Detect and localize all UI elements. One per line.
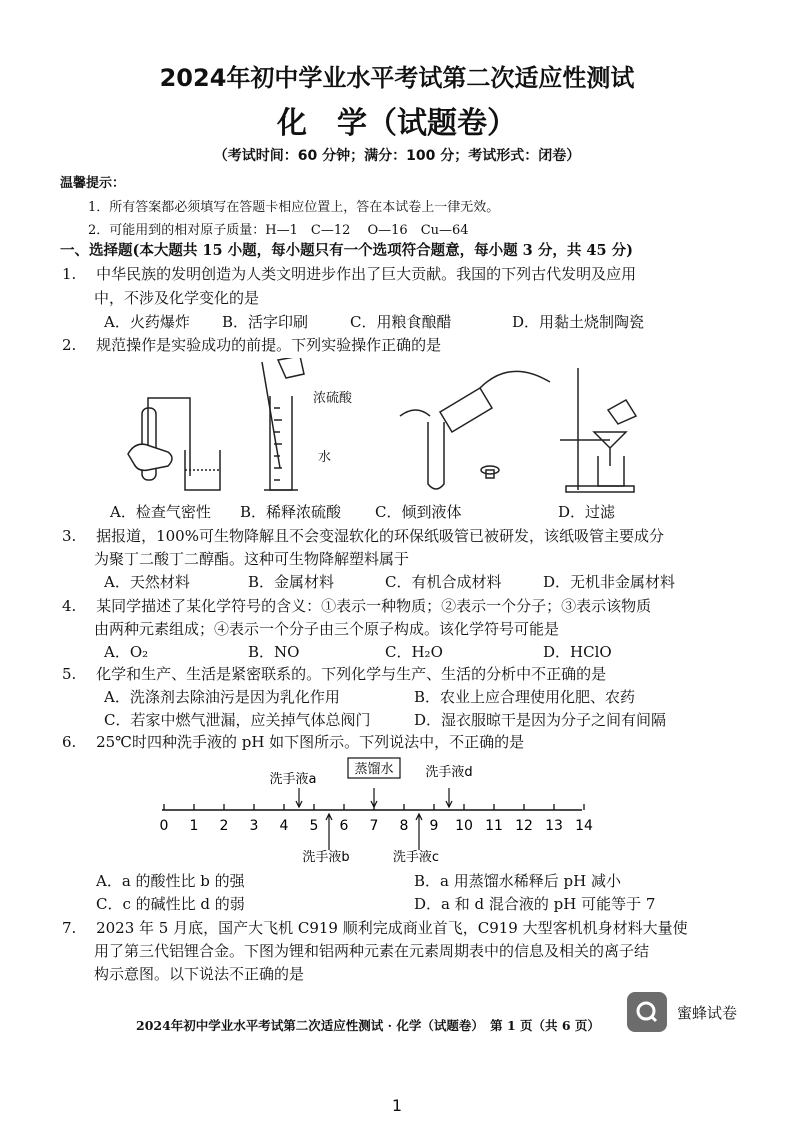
option-d: D．无机非金属材料 [543,573,676,591]
option-c: C．若家中燃气泄漏，应关掉气体总阀门 [104,711,371,729]
option-d: D．过滤 [558,503,616,521]
tip-item: 1．所有答案都必须填写在答题卡相应位置上，答在本试卷上一律无效。 [88,200,500,215]
ph-tick-label: 11 [485,818,503,834]
ph-tick-label: 9 [429,818,439,834]
ph-tick-label: 12 [515,818,533,834]
brand-name: 蜜蜂试卷 [677,1004,738,1022]
option-a: A．检查气密性 [110,503,211,521]
option-d: D．用黏土烧制陶瓷 [512,313,645,331]
ph-tick-label: 10 [455,818,473,834]
question-7-stem-cont2: 构示意图。以下说法不正确的是 [94,965,305,983]
question-5-stem: 5. 化学和生产、生活是紧密联系的。下列化学与生产、生活的分析中不正确的是 [62,665,607,683]
brand-logo-icon [634,999,660,1025]
exam-info: （考试时间：60 分钟；满分：100 分；考试形式：闭卷） [213,148,581,164]
question-4-stem-cont: 由两种元素组成；④表示一个分子由三个原子构成。该化学符号可能是 [94,620,560,638]
option-c: C．倾到液体 [375,503,462,521]
option-a: A．天然材料 [104,573,190,591]
question-4-stem: 4. 某同学描述了某化学符号的含义：①表示一种物质；②表示一个分子；③表示该物质 [62,597,652,615]
ph-tick-label: 1 [189,818,199,834]
question-7-stem: 7. 2023 年 5 月底，国产大飞机 C919 顺利完成商业首飞，C919 大型客机机身材料大量使 [62,919,688,937]
ph-tick-label: 14 [575,818,593,834]
option-c: C．H₂O [385,643,443,661]
exam-subtitle: 化 学（试题卷） [277,106,517,141]
ph-label-d: 洗手液d [425,765,473,780]
option-b: B．稀释浓硫酸 [240,503,342,521]
ph-tick-label: 5 [309,818,319,834]
ph-tick-label: 6 [339,818,349,834]
apparatus-figure [110,358,650,498]
ph-tick-label: 4 [279,818,289,834]
question-3-stem-cont: 为聚丁二酸丁二醇酯。这种可生物降解塑料属于 [94,550,410,568]
label-water: 水 [318,450,332,465]
option-b: B．金属材料 [248,573,335,591]
section-heading: 一、选择题(本大题共 15 小题，每小题只有一个选项符合题意，每小题 3 分，共 45 分) [60,242,633,259]
question-2-stem: 2. 规范操作是实验成功的前提。下列实验操作正确的是 [62,336,442,354]
option-a: A．O₂ [104,643,149,661]
tip-item: 2．可能用到的相对原子质量：H—1 C—12 O—16 Cu—64 [88,223,469,238]
question-7-stem-cont: 用了第三代铝锂合金。下图为锂和铝两种元素在元素周期表中的信息及相关的离子结 [94,942,650,960]
apparatus-b-illustration [262,358,304,490]
ph-label-c: 洗手液c [392,850,440,865]
option-a: A．a 的酸性比 b 的强 [96,872,245,890]
ph-label-water: 蒸馏水 [354,762,394,777]
option-d: D．a 和 d 混合液的 pH 可能等于 7 [414,895,656,913]
ph-tick-label: 7 [369,818,379,834]
option-d: D．HClO [543,643,612,661]
ph-scale-figure [150,755,600,867]
option-b: B．活字印刷 [222,313,309,331]
tips-heading: 温馨提示： [60,176,126,191]
option-a: A．火药爆炸 [104,313,190,331]
question-1-stem: 1. 中华民族的发明创造为人类文明进步作出了巨大贡献。我国的下列古代发明及应用 [62,265,637,283]
ph-tick-label: 2 [219,818,229,834]
ph-label-a: 洗手液a [269,772,317,787]
option-b: B．NO [248,643,300,661]
option-a: A．洗涤剂去除油污是因为乳化作用 [104,688,340,706]
question-1-stem-cont: 中，不涉及化学变化的是 [94,289,260,307]
ph-tick-label: 8 [399,818,409,834]
option-c: C．c 的碱性比 d 的弱 [96,895,245,913]
apparatus-d-illustration [560,368,636,492]
ph-tick-label: 0 [159,818,169,834]
apparatus-c-illustration [400,371,550,489]
page-number: 1 [391,1096,403,1115]
page-footer: 2024年初中学业水平考试第二次适应性测试 · 化学（试题卷） 第 1 页（共 6 页） [136,1018,600,1033]
ph-tick-label: 3 [249,818,259,834]
ph-label-b: 洗手液b [302,850,350,865]
option-d: D．湿衣服晾干是因为分子之间有间隔 [414,711,667,729]
option-b: B．农业上应合理使用化肥、农药 [414,688,636,706]
exam-title: 2024年初中学业水平考试第二次适应性测试 [159,64,635,92]
option-c: C．有机合成材料 [385,573,502,591]
ph-tick-label: 13 [545,818,563,834]
label-conc-sulfuric-acid: 浓硫酸 [313,391,353,406]
brand-logo [627,992,667,1032]
option-b: B．a 用蒸馏水稀释后 pH 减小 [414,872,621,890]
question-3-stem: 3. 据报道，100%可生物降解且不会变湿软化的环保纸吸管已被研发，该纸吸管主要成分 [62,527,664,545]
question-6-stem: 6. 25℃时四种洗手液的 pH 如下图所示。下列说法中，不正确的是 [62,733,525,751]
option-c: C．用粮食酿醋 [350,313,452,331]
apparatus-a-illustration [128,398,220,490]
